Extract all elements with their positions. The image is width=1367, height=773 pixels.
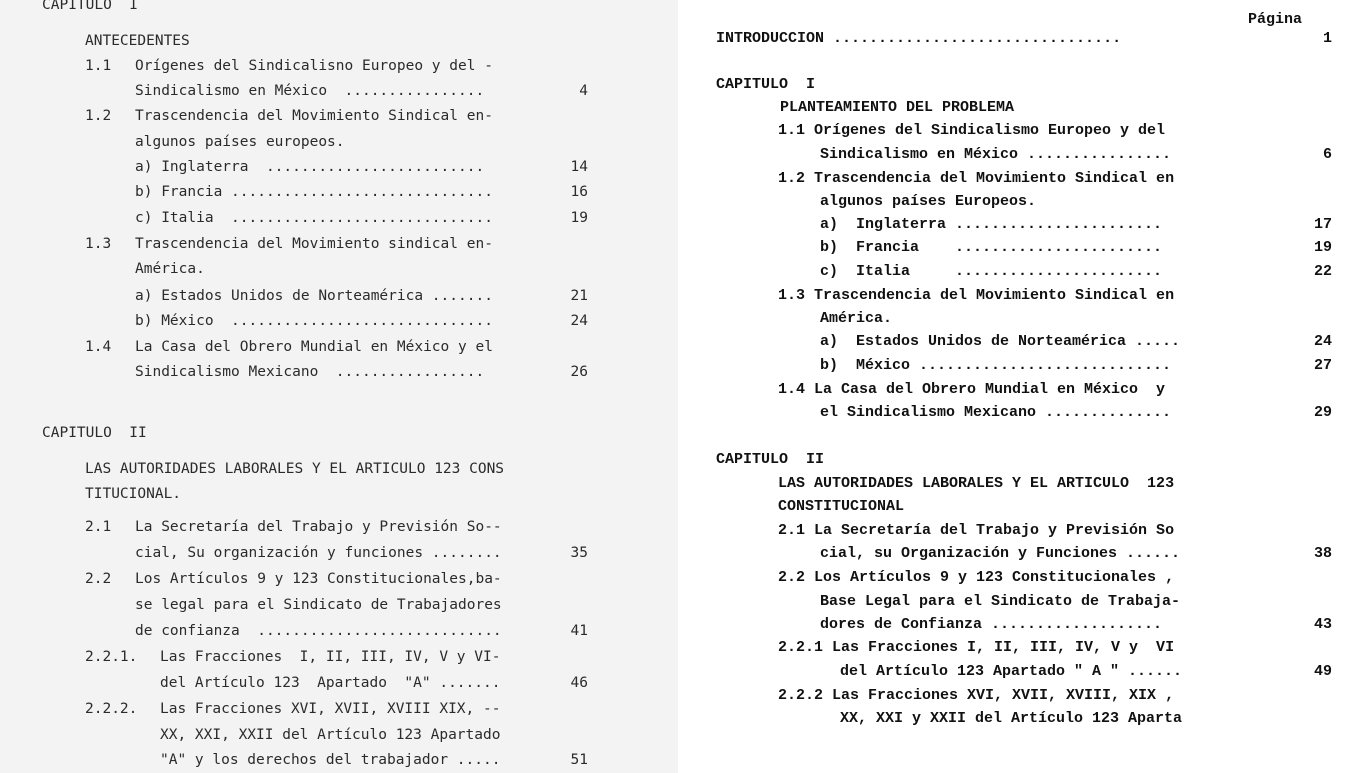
index-entry: c) Italia .............................. <box>135 210 493 226</box>
index-entry: 2.2 Los Artículos 9 y 123 Constitucionales , <box>778 569 1175 586</box>
section-heading: PLANTEAMIENTO DEL PROBLEMA <box>780 99 1015 116</box>
index-entry: Las Fracciones I, II, III, IV, V y VI- <box>160 649 501 665</box>
index-entry: se legal para el Sindicato de Trabajadores <box>135 597 502 613</box>
page-number: 24 <box>570 313 588 329</box>
page-number: 16 <box>570 184 588 200</box>
index-entry: a) Inglaterra ......................... <box>135 159 485 175</box>
index-entry: b) Francia ....................... <box>820 239 1163 256</box>
index-entry: "A" y los derechos del trabajador ..... <box>160 752 501 768</box>
page-number: 4 <box>579 83 588 99</box>
page-number: 21 <box>570 288 588 304</box>
index-entry: b) México .............................. <box>135 313 493 329</box>
section-heading: TITUCIONAL. <box>85 486 182 502</box>
page-number: 6 <box>1322 146 1332 163</box>
index-entry: a) Inglaterra ....................... <box>820 216 1163 233</box>
item-number: 2.2.2. <box>85 701 138 717</box>
page-number: 46 <box>570 675 588 691</box>
index-entry: Base Legal para el Sindicato de Trabaja- <box>820 593 1181 610</box>
item-number: 2.2.1. <box>85 649 138 665</box>
index-entry: América. <box>135 261 205 277</box>
page-number: 14 <box>570 159 588 175</box>
index-entry: del Artículo 123 Apartado " A " ...... <box>840 663 1183 680</box>
page-number: 27 <box>1313 357 1332 374</box>
index-entry: Los Artículos 9 y 123 Constitucionales,ba- <box>135 571 502 587</box>
index-entry: XX, XXI, XXII del Artículo 123 Apartado <box>160 727 501 743</box>
left-page-index <box>0 0 678 773</box>
index-entry: b) México ............................ <box>820 357 1172 374</box>
index-entry: Orígenes del Sindicalisno Europeo y del - <box>135 58 493 74</box>
index-entry: cial, Su organización y funciones ........ <box>135 545 502 561</box>
index-entry: a) Estados Unidos de Norteamérica ..... <box>820 333 1181 350</box>
page-number: 19 <box>570 210 588 226</box>
index-entry: Trascendencia del Movimiento Sindical en- <box>135 108 493 124</box>
index-entry: del Artículo 123 Apartado "A" ....... <box>160 675 501 691</box>
item-number: 1.2 <box>85 108 112 124</box>
index-entry: cial, su Organización y Funciones ...... <box>820 545 1181 562</box>
section-heading: LAS AUTORIDADES LABORALES Y EL ARTICULO 123 <box>778 475 1175 492</box>
index-entry: Las Fracciones XVI, XVII, XVIII XIX, -- <box>160 701 501 717</box>
page-number: 29 <box>1313 404 1332 421</box>
index-entry: 1.3 Trascendencia del Movimiento Sindical en <box>778 287 1175 304</box>
page-number: 1 <box>1322 30 1332 47</box>
index-entry: 2.2.2 Las Fracciones XVI, XVII, XVIII, XIX , <box>778 687 1175 704</box>
section-heading: CONSTITUCIONAL <box>778 498 905 515</box>
section-heading: ANTECEDENTES <box>85 33 190 49</box>
page-number: 51 <box>570 752 588 768</box>
index-entry: algunos países Europeos. <box>820 193 1037 210</box>
index-entry: Sindicalismo en México ................ <box>820 146 1172 163</box>
page-number: 35 <box>570 545 588 561</box>
page-number: 26 <box>570 364 588 380</box>
index-entry: 1.2 Trascendencia del Movimiento Sindical en <box>778 170 1175 187</box>
page-number: 41 <box>570 623 588 639</box>
page-number: 38 <box>1313 545 1332 562</box>
chapter-heading: CAPITULO I <box>716 76 816 93</box>
item-number: 2.2 <box>85 571 112 587</box>
index-entry: XX, XXI y XXII del Artículo 123 Aparta <box>840 710 1183 727</box>
index-entry: b) Francia .............................. <box>135 184 493 200</box>
item-number: 1.1 <box>85 58 112 74</box>
index-entry: c) Italia ....................... <box>820 263 1163 280</box>
index-entry: 1.4 La Casa del Obrero Mundial en México y <box>778 381 1166 398</box>
index-entry: algunos países europeos. <box>135 134 345 150</box>
section-heading: LAS AUTORIDADES LABORALES Y EL ARTICULO 123 CONS <box>85 461 505 477</box>
page-number: 43 <box>1313 616 1332 633</box>
right-page-index <box>678 0 1367 773</box>
index-entry: 2.2.1 Las Fracciones I, II, III, IV, V y VI <box>778 639 1175 656</box>
chapter-heading: CAPITULO II <box>716 451 825 468</box>
item-number: 2.1 <box>85 519 112 535</box>
index-entry: de confianza ............................ <box>135 623 502 639</box>
page-number: 19 <box>1313 239 1332 256</box>
item-number: 1.4 <box>85 339 112 355</box>
page-number: 24 <box>1313 333 1332 350</box>
chapter-heading: CAPITULO I <box>42 0 139 13</box>
index-entry: América. <box>820 310 893 327</box>
index-entry: 2.1 La Secretaría del Trabajo y Previsión So <box>778 522 1175 539</box>
index-entry: La Secretaría del Trabajo y Previsión So-- <box>135 519 502 535</box>
index-entry: 1.1 Orígenes del Sindicalismo Europeo y del <box>778 122 1166 139</box>
page-number: 49 <box>1313 663 1332 680</box>
page-number: 22 <box>1313 263 1332 280</box>
index-entry: INTRODUCCION ................................ <box>716 30 1122 47</box>
page-column-header: Página <box>1248 11 1303 28</box>
index-entry: a) Estados Unidos de Norteamérica ....... <box>135 288 493 304</box>
index-entry: Sindicalismo Mexicano ................. <box>135 364 485 380</box>
index-entry: Trascendencia del Movimiento sindical en- <box>135 236 493 252</box>
page-number: 17 <box>1313 216 1332 233</box>
index-entry: La Casa del Obrero Mundial en México y el <box>135 339 493 355</box>
index-entry: el Sindicalismo Mexicano .............. <box>820 404 1172 421</box>
index-entry: dores de Confianza ................... <box>820 616 1163 633</box>
index-entry: Sindicalismo en México ................ <box>135 83 485 99</box>
chapter-heading: CAPITULO II <box>42 425 147 441</box>
item-number: 1.3 <box>85 236 112 252</box>
